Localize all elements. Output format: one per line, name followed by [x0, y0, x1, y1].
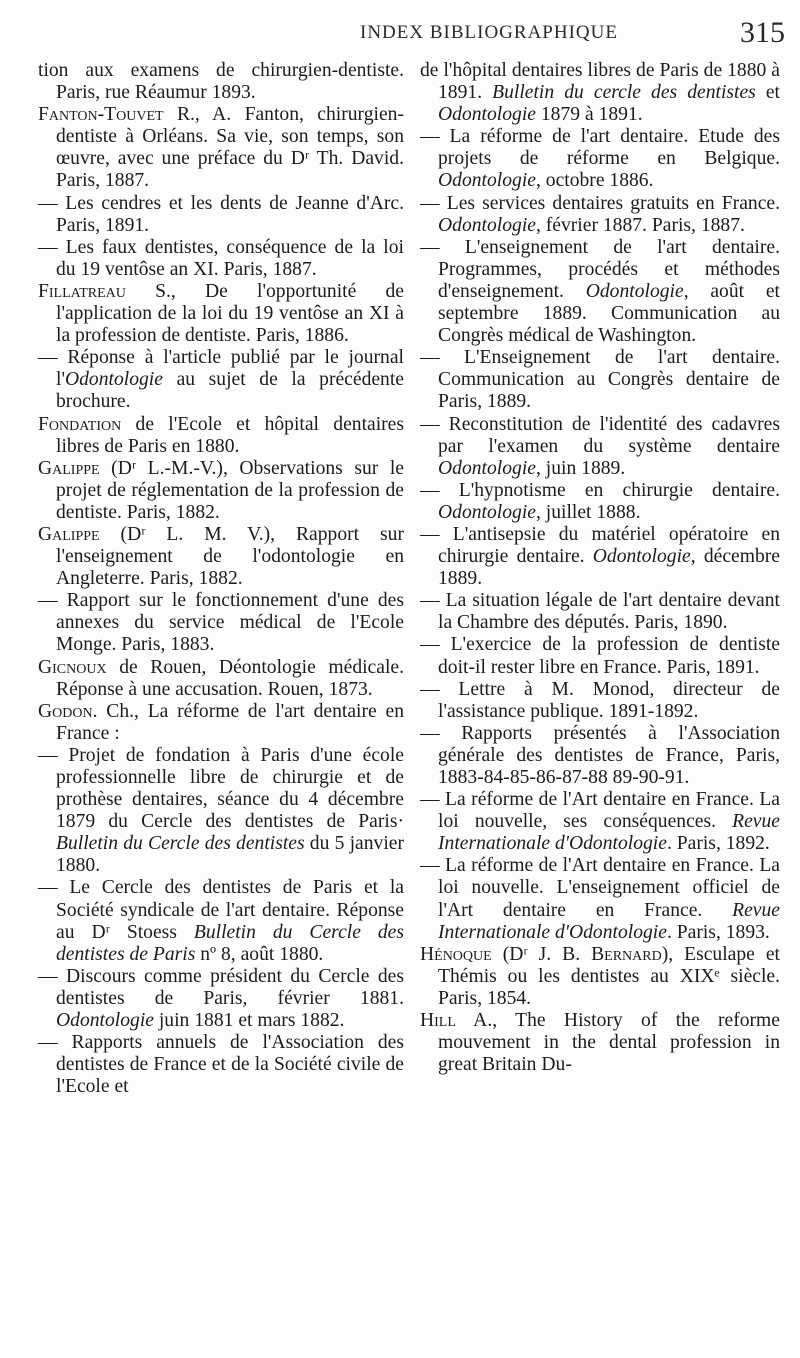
- index-entry: [38, 700, 404, 745]
- index-subentry: [38, 877, 404, 965]
- journal-title: Odontologie: [438, 104, 536, 126]
- entry-text: , décembre 1889.: [438, 546, 780, 590]
- entry-text: — Les services dentaires gratuits en France.: [420, 192, 780, 214]
- entry-text: — La réforme de l'Art dentaire en France. La loi nouvelle. L'enseignement officiel de l'Art dentaire en France.: [420, 855, 780, 921]
- entry-text: , juin 1889.: [535, 457, 626, 479]
- entry-text: R., A. Fanton, chirurgien-dentiste à Orléans. Sa vie, son temps, son œuvre, avec une préface du Dʳ Th. David. Paris, 1887.: [56, 104, 404, 192]
- index-subentry: — Rapports annuels de l'Association des dentistes de France et de la Société civile de l'Ecole et: [38, 1032, 404, 1098]
- journal-title: Odontologie: [64, 369, 163, 391]
- index-entry: [38, 280, 404, 347]
- journal-title: Odontologie: [438, 457, 536, 479]
- journal-title: Odontologie: [592, 546, 691, 568]
- author-name: Fanton-Touvet: [38, 104, 164, 126]
- author-name: Galippe: [38, 457, 100, 479]
- entry-text: — Reconstitution de l'identité des cadavres par l'examen du système dentaire: [420, 413, 780, 457]
- journal-title: Bulletin du Cercle des dentistes: [56, 833, 305, 855]
- entry-text: — La réforme de l'art dentaire. Etude des projets de réforme en Belgique.: [420, 126, 780, 170]
- entry-text: , août et septembre 1889. Communication au Congrès médical de Washington.: [438, 280, 780, 347]
- index-subentry: — L'exercice de la profession de dentiste doit-il rester libre en France. Paris, 1891.: [420, 634, 780, 678]
- journal-title: Revue Internationale d'Odontologie: [438, 899, 780, 943]
- author-name: Bernard: [591, 943, 662, 965]
- journal-title: Bulletin du cercle des dentistes: [492, 82, 756, 104]
- left-column: [38, 60, 404, 1098]
- entry-text: — L'antisepsie du matériel opératoire en chirurgie dentaire.: [420, 523, 780, 568]
- index-subentry: [38, 744, 404, 878]
- entry-text: au sujet de la précédente brochure.: [56, 369, 404, 413]
- entry-text: , juillet 1888.: [535, 501, 641, 523]
- index-subentry: [38, 965, 404, 1032]
- index-subentry: — Rapport sur le fonctionnement d'une des annexes du service médical de l'Ecole Monge. Paris, 1883.: [38, 590, 404, 656]
- index-entry: [38, 413, 404, 458]
- entry-text: , février 1887. Paris, 1887.: [535, 214, 745, 236]
- journal-title: Odontologie: [438, 501, 536, 523]
- entry-text: de Rouen, Déontologie médicale. Réponse à une accusation. Rouen, 1873.: [56, 656, 404, 700]
- entry-text: de l'Ecole et hôpital dentaires libres de Paris en 1880.: [56, 413, 404, 457]
- index-subentry: [420, 479, 780, 524]
- author-name: Fondation: [38, 413, 122, 435]
- author-name: Godon: [38, 700, 93, 722]
- index-subentry: — La situation légale de l'art dentaire devant la Chambre des députés. Paris, 1890.: [420, 590, 780, 634]
- index-entry: [38, 656, 404, 701]
- entry-text: 1879 à 1891.: [535, 104, 643, 126]
- entry-text: , octobre 1886.: [535, 170, 654, 192]
- journal-title: Odontologie: [56, 1010, 154, 1032]
- running-header: [0, 14, 800, 54]
- right-column: [420, 60, 780, 1076]
- journal-title: Revue Internationale d'Odontologie: [438, 811, 780, 855]
- entry-text: — Discours comme président du Cercle des dentistes de Paris, février 1881.: [38, 965, 404, 1009]
- entry-text: — Réponse à l'article publié par le journal l': [38, 347, 404, 391]
- index-subentry: — Lettre à M. Monod, directeur de l'assistance publique. 1891-1892.: [420, 678, 780, 722]
- journal-title: Odontologie: [585, 280, 684, 302]
- index-subentry: — Les cendres et les dents de Jeanne d'Arc. Paris, 1891.: [38, 192, 404, 236]
- index-subentry: [420, 789, 780, 855]
- index-entry: [420, 943, 780, 1010]
- index-subentry: — Les faux dentistes, conséquence de la loi du 19 ventôse an XI. Paris, 1887.: [38, 236, 404, 280]
- author-name: Galippe: [38, 523, 100, 545]
- index-subentry: [420, 126, 780, 192]
- journal-title: Odontologie: [438, 170, 536, 192]
- index-subentry: — L'Enseignement de l'art dentaire. Communication au Congrès dentaire de Paris, 1889.: [420, 347, 780, 413]
- index-entry: tion aux examens de chirurgien-dentiste. Paris, rue Réaumur 1893.: [38, 60, 404, 104]
- entry-text: — Le Cercle des dentistes de Paris et la Société syndicale de l'art dentaire. Réponse au Dʳ Stoess: [38, 877, 404, 943]
- entry-text: (Dʳ L. M. V.), Rapport sur l'enseignement de l'odontologie en Angleterre. Paris, 1882.: [56, 523, 404, 590]
- author-name: Hill: [420, 1010, 456, 1032]
- journal-title: Bulletin du Cercle des dentistes de Paris: [56, 921, 404, 965]
- author-name: Fillatreau: [38, 280, 126, 302]
- index-entry: [420, 60, 780, 126]
- entry-text: . Ch., La réforme de l'art dentaire en France :: [56, 700, 404, 744]
- entry-text: . Paris, 1892.: [666, 833, 770, 855]
- entry-text: (Dʳ J. B.: [491, 943, 592, 965]
- entry-text: de l'hôpital dentaires libres de Paris de 1880 à 1891.: [420, 60, 780, 104]
- index-subentry: [420, 855, 780, 943]
- entry-text: et: [755, 82, 780, 104]
- index-subentry: [420, 523, 780, 590]
- entry-text: (Dʳ L.-M.-V.), Observations sur le projet de réglementation de la profession de dentiste. Paris, 1882.: [56, 457, 404, 523]
- index-subentry: [420, 192, 780, 237]
- entry-text: . Paris, 1893.: [666, 921, 770, 943]
- entry-text: du 5 janvier 1880.: [56, 833, 404, 877]
- page-number: 315: [740, 16, 785, 49]
- index-entry: [38, 457, 404, 524]
- entry-text: — L'enseignement de l'art dentaire. Programmes, procédés et méthodes d'enseignement.: [420, 236, 780, 302]
- author-name: Gicnoux: [38, 656, 107, 678]
- index-subentry: [420, 413, 780, 480]
- entry-text: A., The History of the reforme mouvement in the dental profession in great Britain Du-: [438, 1010, 780, 1076]
- author-name: Hénoque: [420, 943, 492, 965]
- journal-title: Odontologie: [438, 214, 536, 236]
- index-entry: [420, 1010, 780, 1076]
- entry-text: nº 8, août 1880.: [195, 943, 324, 965]
- index-entry: [38, 523, 404, 590]
- entry-text: ), Esculape et Thémis ou les dentistes au XIXᵉ siècle. Paris, 1854.: [438, 943, 780, 1009]
- index-subentry: [420, 236, 780, 347]
- entry-text: — La réforme de l'Art dentaire en France. La loi nouvelle, ses conséquences.: [420, 789, 780, 833]
- entry-text: juin 1881 et mars 1882.: [153, 1010, 345, 1032]
- index-entry: [38, 104, 404, 192]
- index-subentry: — Rapports présentés à l'Association générale des dentistes de France, Paris, 1883-84-85-86-87-88 89-90-91.: [420, 722, 780, 788]
- running-title: INDEX BIBLIOGRAPHIQUE: [360, 22, 618, 43]
- entry-text: — L'hypnotisme en chirurgie dentaire.: [420, 479, 780, 501]
- entry-text: S., De l'opportunité de l'application de la loi du 19 ventôse an XI à la profession de dentiste. Paris, 1886.: [56, 280, 404, 347]
- index-subentry: [38, 347, 404, 413]
- entry-text: — Projet de fondation à Paris d'une école professionnelle libre de chirurgie et de prothèse dentaires, séance du 4 décembre 1879 du Cercle des dentistes de Paris·: [38, 744, 404, 833]
